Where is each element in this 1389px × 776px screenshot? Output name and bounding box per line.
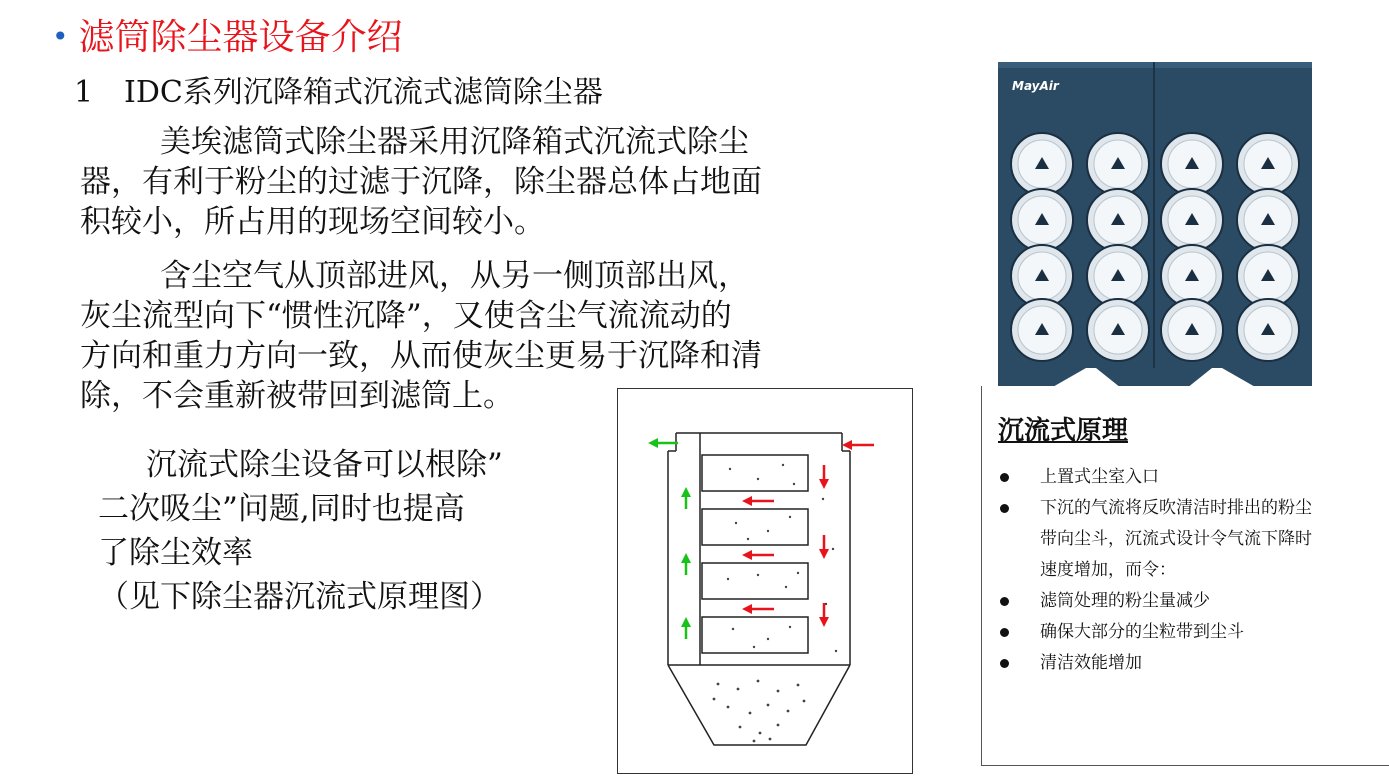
principle-panel [981,386,1389,766]
paragraph-2-line: 灰尘流型向下“惯性沉降”，又使含尘气流流动的 [80,298,732,334]
slide-title [52,14,403,61]
principle-item: 下沉的气流将反吹清洁时排出的粉尘 带向尘斗，沉流式设计令气流下降时 速度增加，而令： [1000,493,1380,586]
paragraph-3-line: （见下除尘器沉流式原理图） [98,579,501,615]
paragraph-3-line: 二次吸尘”问题,同时也提高 [98,491,465,527]
principle-item: 滤筒处理的粉尘量减少 [1000,586,1380,617]
bullet-dot-icon [1000,659,1009,668]
bullet-dot-icon [1000,597,1009,606]
principle-list [1000,462,1380,679]
paragraph-2-line: 方向和重力方向一致，从而使灰尘更易于沉降和清 [80,338,762,374]
bullet-dot-icon [1000,473,1009,482]
subtitle-number: 1 [74,75,94,110]
paragraph-1-line: 器，有利于粉尘的过滤于沉降，除尘器总体占地面 [80,164,762,200]
brand-logo: MayAir [1012,79,1059,93]
title-bullet: • [52,20,69,53]
downflow-diagram [617,388,913,774]
paragraph-1-line: 美埃滤筒式除尘器采用沉降箱式沉流式除尘 [160,124,749,160]
downflow-diagram-svg [618,389,914,775]
subtitle [74,74,603,112]
paragraph-1-line: 积较小，所占用的现场空间较小。 [80,204,545,240]
paragraph-3 [98,443,503,619]
dust-collector-photo [996,58,1316,396]
paragraph-3-line: 了除尘效率 [98,535,253,571]
bullet-dot-icon [1000,628,1009,637]
title-text: 滤筒除尘器设备介绍 [78,17,403,58]
paragraph-2-line: 除，不会重新被带回到滤筒上。 [80,378,514,414]
bullet-dot-icon [1000,504,1009,513]
subtitle-text: IDC系列沉降箱式沉流式滤筒除尘器 [124,75,603,110]
principle-item: 清洁效能增加 [1000,648,1380,679]
principle-item: 确保大部分的尘粒带到尘斗 [1000,617,1380,648]
principle-title: 沉流式原理 [998,416,1129,446]
paragraph-1 [80,122,870,242]
paragraph-3-line: 沉流式除尘设备可以根除” [146,447,503,483]
paragraph-2-line: 含尘空气从顶部进风，从另一侧顶部出风， [160,258,749,294]
principle-item: 上置式尘室入口 [1000,462,1380,493]
dust-collector-photo-svg [996,58,1316,396]
